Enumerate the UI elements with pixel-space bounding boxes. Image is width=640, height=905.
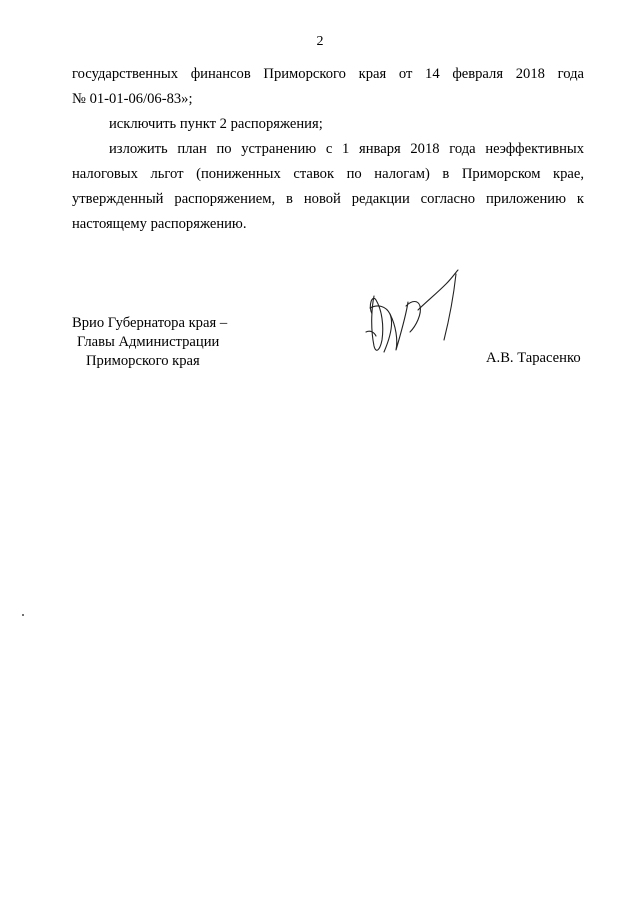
handwritten-signature <box>360 266 470 364</box>
position-line: Главы Администрации <box>77 334 220 350</box>
page-number: 2 <box>316 34 324 49</box>
signatory-position <box>72 314 227 371</box>
position-line: Врио Губернатора края – <box>72 315 228 331</box>
paragraph-plan: изложить план по устранению с 1 января 2018 года неэффективных налоговых льгот (пониженных ставок по налогам) в Приморском крае, утвержденный распоряжением, в новой редакции согласно приложению к настоящему распоряжению. <box>72 141 584 232</box>
paragraph-continuation <box>72 62 584 87</box>
document-body <box>72 62 584 237</box>
paragraph-line: государственных финансов Приморского края от 14 февраля 2018 года <box>72 66 584 82</box>
paragraph-exclude-point: исключить пункт 2 распоряжения; <box>109 116 323 132</box>
position-line: Приморского края <box>86 353 200 369</box>
signer-name: А.В. Тарасенко <box>486 350 581 366</box>
paragraph-line: № 01-01-06/06-83»; <box>72 91 193 107</box>
scan-speck <box>22 614 24 616</box>
paragraph-continuation-end <box>72 87 584 112</box>
